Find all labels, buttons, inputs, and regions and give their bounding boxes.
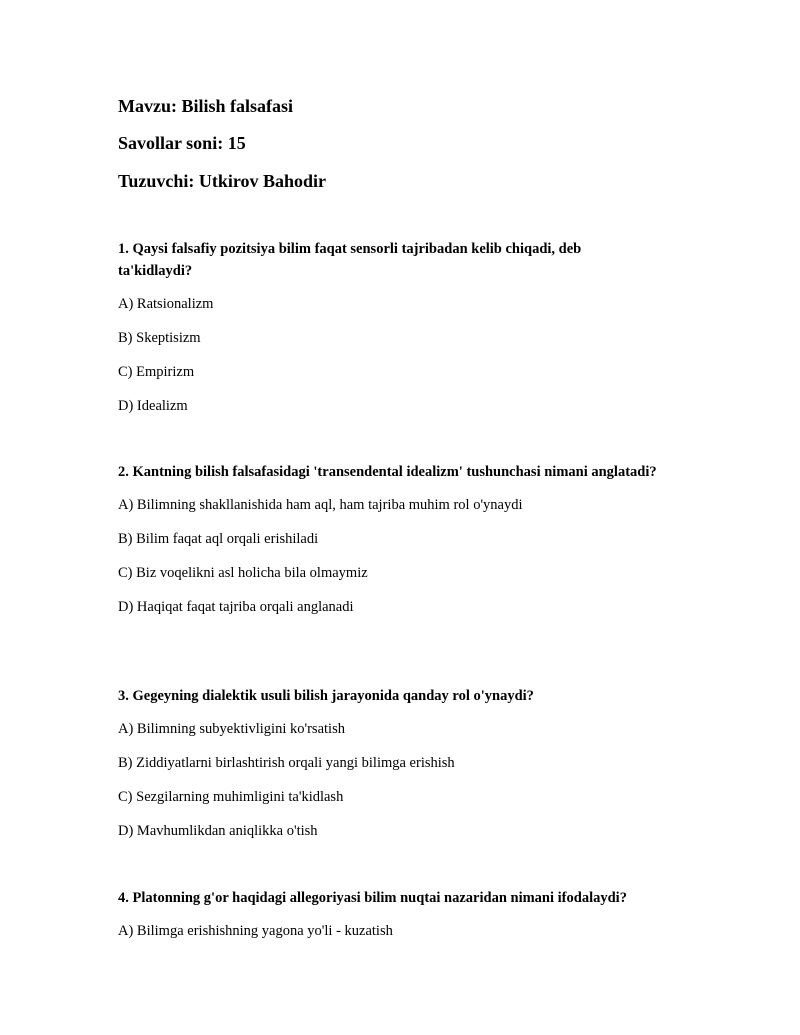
question-text: 1. Qaysi falsafiy pozitsiya bilim faqat sensorli tajribadan kelib chiqadi, deb ta'kidlaydi? [118, 241, 582, 279]
option-a: A) Bilimning shakllanishida ham aql, ham tajriba muhim rol o'ynaydi [118, 497, 523, 513]
question-2 [118, 461, 658, 617]
author-heading: Tuzuvchi: Utkirov Bahodir [118, 171, 327, 191]
option-d: D) Mavhumlikdan aniqlikka o'tish [118, 823, 318, 839]
option-d: D) Idealizm [118, 398, 188, 414]
question-text: 4. Platonning g'or haqidagi allegoriyasi bilim nuqtai nazaridan nimani ifodalaydi? [118, 890, 627, 906]
option-b: B) Skeptisizm [118, 330, 201, 346]
topic-heading: Mavzu: Bilish falsafasi [118, 96, 294, 116]
question-count-heading: Savollar soni: 15 [118, 133, 246, 153]
question-text: 2. Kantning bilish falsafasidagi 'transendental idealizm' tushunchasi nimani anglatadi? [118, 464, 657, 480]
option-a: A) Bilimning subyektivligini ko'rsatish [118, 721, 345, 737]
question-4 [118, 887, 658, 941]
option-b: B) Bilim faqat aql orqali erishiladi [118, 531, 319, 547]
option-c: C) Empirizm [118, 364, 195, 380]
question-text: 3. Gegeyning dialektik usuli bilish jarayonida qanday rol o'ynaydi? [118, 688, 534, 704]
option-c: C) Biz voqelikni asl holicha bila olmaymiz [118, 565, 368, 581]
question-1 [118, 238, 658, 416]
option-c: C) Sezgilarning muhimligini ta'kidlash [118, 789, 344, 805]
option-b: B) Ziddiyatlarni birlashtirish orqali yangi bilimga erishish [118, 755, 455, 771]
option-a: A) Bilimga erishishning yagona yo'li - kuzatish [118, 923, 393, 939]
question-3 [118, 685, 658, 841]
option-d: D) Haqiqat faqat tajriba orqali anglanadi [118, 599, 354, 615]
option-a: A) Ratsionalizm [118, 296, 214, 312]
